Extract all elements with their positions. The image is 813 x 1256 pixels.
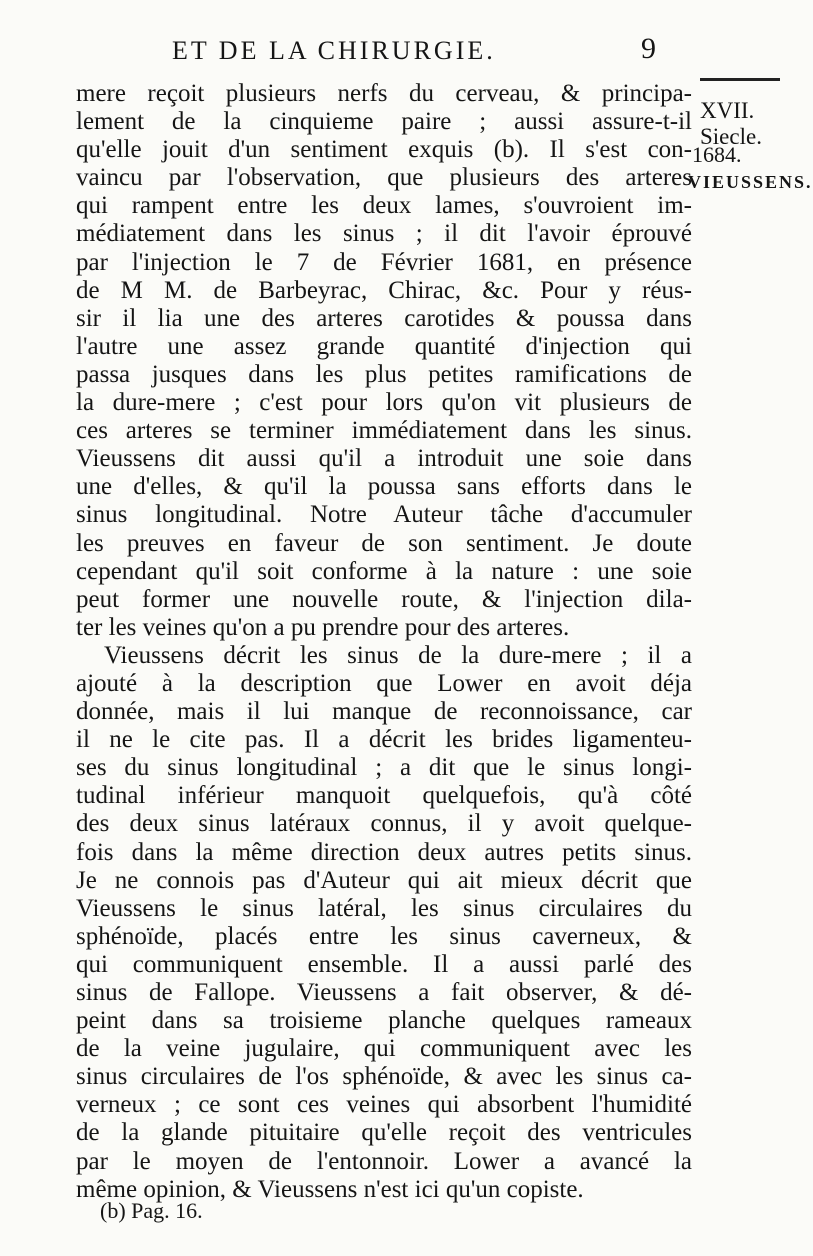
page-header <box>120 28 680 68</box>
text-line: ajouté à la description que Lower en avoit déja <box>76 669 692 697</box>
text-line: cependant qu'il soit conforme à la nature : une soie <box>76 557 692 585</box>
text-line: une d'elles, & qu'il la poussa sans efforts dans le <box>76 473 692 501</box>
text-line: qui communiquent ensemble. Il a aussi parlé des <box>76 950 692 978</box>
text-line: ces arteres se terminer immédiatement dans les sinus. <box>76 417 692 445</box>
margin-year: 1684. <box>692 142 742 167</box>
text-line: l'autre une assez grande quantité d'injection qui <box>76 332 692 360</box>
text-line: tudinal inférieur manquoit quelquefois, qu'à côté <box>76 782 692 810</box>
text-line: de la glande pituitaire qu'elle reçoit des ventricules <box>76 1119 692 1147</box>
margin-rule <box>700 78 780 81</box>
text-line: qu'elle jouit d'un sentiment exquis (b). Il s'est con- <box>76 136 692 164</box>
text-line: sinus longitudinal. Notre Auteur tâche d'accumuler <box>76 501 692 529</box>
text-line: même opinion, & Vieussens n'est ici qu'un copiste. <box>76 1175 584 1203</box>
text-line: donnée, mais il lui manque de reconnoissance, car <box>76 698 692 726</box>
text-line: ses du sinus longitudinal ; a dit que le sinus longi- <box>76 754 692 782</box>
margin-author: VIEUSSENS. <box>688 172 813 192</box>
text-line: Vieussens le sinus latéral, les sinus circulaires du <box>76 894 692 922</box>
text-line: de M M. de Barbeyrac, Chirac, &c. Pour y réus- <box>76 276 692 304</box>
text-line: peut former une nouvelle route, & l'injection dila- <box>76 585 692 613</box>
text-line: sir il lia une des arteres carotides & poussa dans <box>76 304 692 332</box>
text-line: Vieussens dit aussi qu'il a introduit une soie dans <box>76 445 692 473</box>
text-line: la dure-mere ; c'est pour lors qu'on vit plusieurs de <box>76 389 692 417</box>
running-title: ET DE LA CHIRURGIE. <box>172 36 496 65</box>
margin-century: XVII. Siecle. <box>700 98 762 149</box>
text-line: des deux sinus latéraux connus, il y avoit quelque- <box>76 810 692 838</box>
text-line: de la veine jugulaire, qui communiquent avec les <box>76 1035 692 1063</box>
text-line: peint dans sa troisieme planche quelques rameaux <box>76 1007 692 1035</box>
body-text <box>76 80 692 1204</box>
text-line: les preuves en faveur de son sentiment. Je doute <box>76 529 692 557</box>
text-line: ter les veines qu'on a pu prendre pour des arteres. <box>76 613 570 641</box>
text-line: il ne le cite pas. Il a décrit les brides ligamenteu- <box>76 726 692 754</box>
text-line: passa jusques dans les plus petites ramifications de <box>76 360 692 388</box>
text-line: mere reçoit plusieurs nerfs du cerveau, & principa- <box>76 80 692 107</box>
text-line: vaincu par l'observation, que plusieurs des arteres <box>76 164 692 192</box>
page-number: 9 <box>641 32 656 65</box>
text-line: Vieussens décrit les sinus de la dure-mere ; il a <box>104 641 692 669</box>
footnote: (b) Pag. 16. <box>100 1198 203 1223</box>
text-line: lement de la cinquieme paire ; aussi assure-t-il <box>76 108 692 136</box>
text-line: médiatement dans les sinus ; il dit l'avoir éprouvé <box>76 220 692 248</box>
text-line: par le moyen de l'entonnoir. Lower a avancé la <box>76 1147 692 1175</box>
text-line: qui rampent entre les deux lames, s'ouvroient im- <box>76 192 692 220</box>
text-line: fois dans la même direction deux autres petits sinus. <box>76 838 692 866</box>
text-line: par l'injection le 7 de Février 1681, en présence <box>76 248 692 276</box>
text-line: Je ne connois pas d'Auteur qui ait mieux décrit que <box>76 866 692 894</box>
text-line: verneux ; ce sont ces veines qui absorbent l'humidité <box>76 1091 692 1119</box>
text-line: sphénoïde, placés entre les sinus caverneux, & <box>76 922 692 950</box>
text-line: sinus de Fallope. Vieussens a fait observer, & dé- <box>76 979 692 1006</box>
text-line: sinus circulaires de l'os sphénoïde, & avec les sinus ca- <box>76 1063 692 1091</box>
